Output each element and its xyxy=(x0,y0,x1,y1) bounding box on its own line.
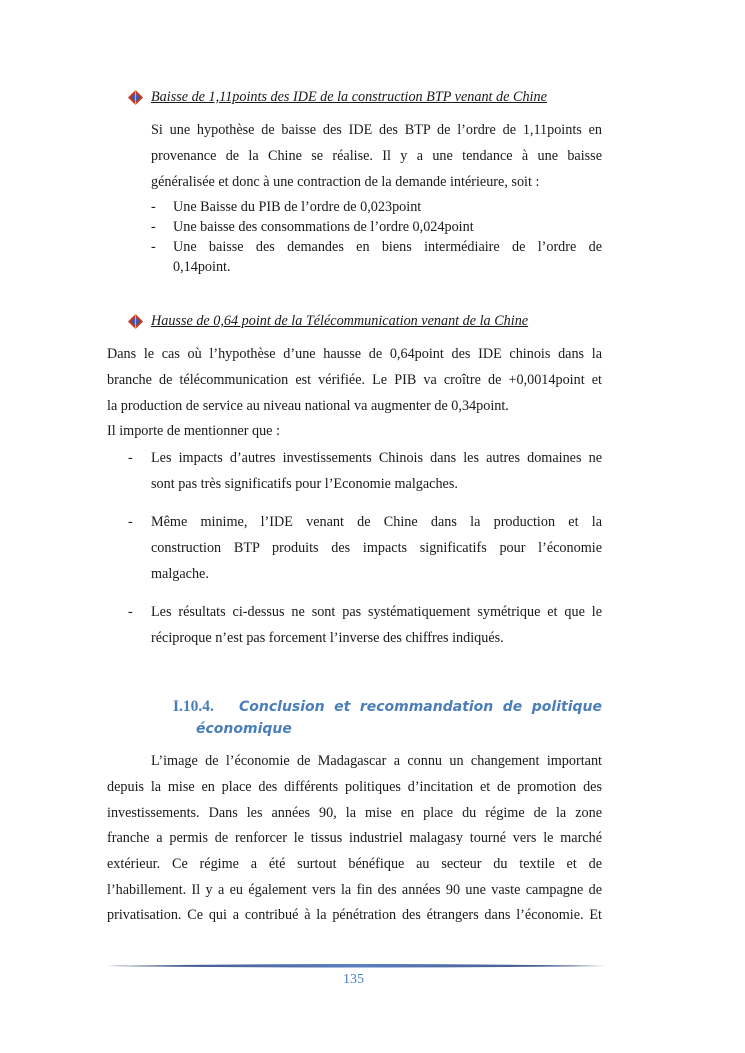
section2-para-line: la production de service au niveau national va augmenter de 0,34point. xyxy=(107,398,509,414)
conclusion-line: franche a permis de renforcer le tissus industriel malagasy tourné vers le marché xyxy=(107,830,602,846)
section2-list-item: réciproque n’est pas forcement l’inverse des chiffres indiqués. xyxy=(151,630,504,646)
section-heading: Conclusion et recommandation de politique xyxy=(239,699,602,715)
section1-list-item-cont: 0,14point. xyxy=(173,259,231,275)
section1-para-line: généralisée et donc à une contraction de la demande intérieure, soit : xyxy=(151,174,540,190)
conclusion-line: depuis la mise en place des différents politiques d’incitation et de promotion des xyxy=(107,779,602,795)
list-dash: - xyxy=(151,239,156,255)
diamond-arrow-bullet-icon xyxy=(128,314,143,329)
diamond-arrow-bullet-icon xyxy=(128,90,143,105)
list-dash: - xyxy=(128,514,133,530)
section-heading-cont: économique xyxy=(196,721,292,737)
list-dash: - xyxy=(151,219,156,235)
section2-para-line: branche de télécommunication est vérifiée. Le PIB va croître de +0,0014point et xyxy=(107,372,602,388)
section1-list-item: Une baisse des consommations de l’ordre 0,024point xyxy=(173,219,474,235)
footer-rule xyxy=(107,962,607,970)
section2-title: Hausse de 0,64 point de la Télécommunication venant de la Chine xyxy=(151,313,529,329)
section2-list-item: sont pas très significatifs pour l’Economie malgaches. xyxy=(151,476,458,492)
section2-list-item: malgache. xyxy=(151,566,209,582)
section2-list-item: construction BTP produits des impacts significatifs pour l’économie xyxy=(151,540,602,556)
page-number: 135 xyxy=(343,972,364,987)
section2-list-item: Les impacts d’autres investissements Chinois dans les autres domaines ne xyxy=(151,450,602,466)
section1-title: Baisse de 1,11points des IDE de la construction BTP venant de Chine xyxy=(151,89,547,105)
conclusion-line: privatisation. Ce qui a contribué à la pénétration des étrangers dans l’économie. Et xyxy=(107,907,602,923)
conclusion-line: l’habillement. Il y a eu également vers la fin des années 90 une vaste campagne de xyxy=(107,882,602,898)
list-dash: - xyxy=(128,604,133,620)
conclusion-line: extérieur. Ce régime a été surtout bénéfique au secteur du textile et de xyxy=(107,856,602,872)
section2-list-item: Les résultats ci-dessus ne sont pas systématiquement symétrique et que le xyxy=(151,604,602,620)
section2-para-line: Dans le cas où l’hypothèse d’une hausse de 0,64point des IDE chinois dans la xyxy=(107,346,602,362)
section1-para-line: provenance de la Chine se réalise. Il y a une tendance à une baisse xyxy=(151,148,602,164)
section-number: I.10.4. xyxy=(173,698,214,715)
section1-list-item: Une Baisse du PIB de l’ordre de 0,023point xyxy=(173,199,422,215)
list-dash: - xyxy=(151,199,156,215)
section2-list-item: Même minime, l’IDE venant de Chine dans la production et la xyxy=(151,514,602,530)
section1-para-line: Si une hypothèse de baisse des IDE des BTP de l’ordre de 1,11points en xyxy=(151,122,602,138)
conclusion-line: L’image de l’économie de Madagascar a connu un changement important xyxy=(151,753,602,769)
conclusion-line: investissements. Dans les années 90, la mise en place du régime de la zone xyxy=(107,805,602,821)
list-dash: - xyxy=(128,450,133,466)
section1-list-item: Une baisse des demandes en biens intermédiaire de l’ordre de xyxy=(173,239,602,255)
section2-para-line: Il importe de mentionner que : xyxy=(107,423,280,439)
